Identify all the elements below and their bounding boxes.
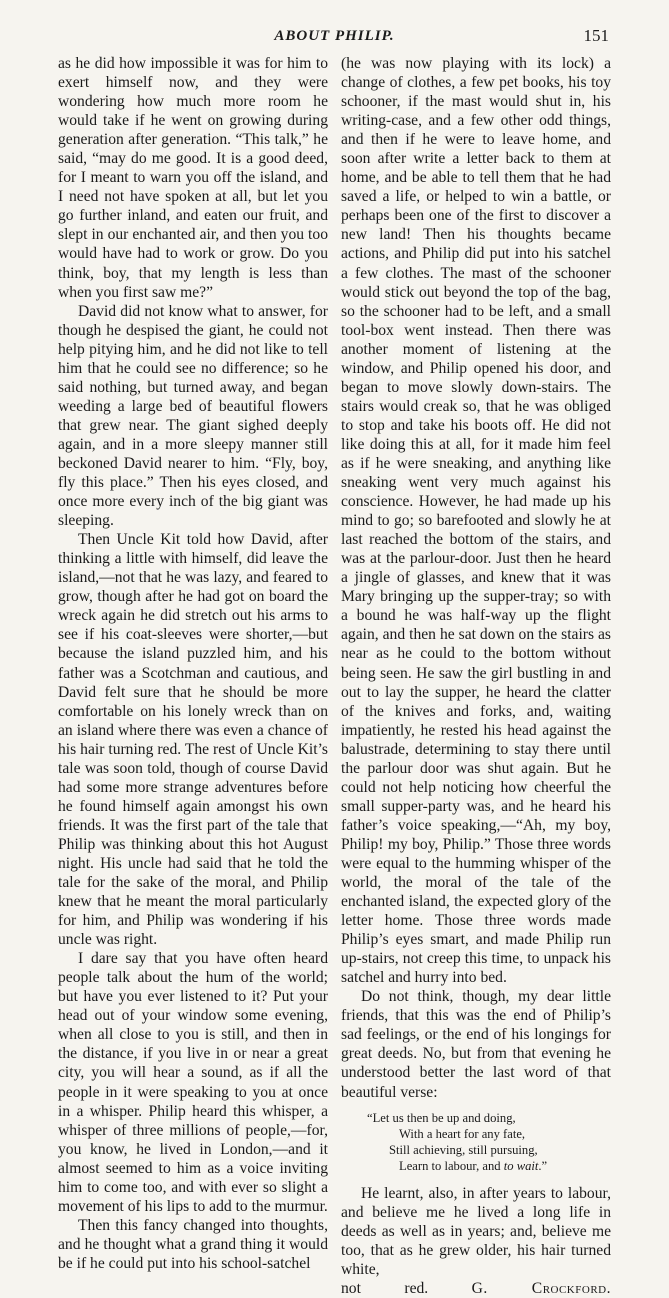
poem-line: “Let us then be up and doing,: [367, 1110, 516, 1125]
paragraph: as he did how impossible it was for him to exert himself now, and they were wondering how much more room he would take if he went on growing during generation after generation. “This talk,” he said, “may do me good. It is a good deed, for I meant to warn you off the island, and I need not have spoken at all, but let you go further inland, and eaten our fruit, and slept in our enchanted air, and then you too would have had to work or grow. Do you think, boy, that my length is less than when you first saw me?”: [58, 55, 328, 301]
closing-line: [341, 1279, 611, 1298]
paragraph: Then Uncle Kit told how David, after thinking a little with himself, did leave the island,—not that he was lazy, and feared to grow, though after he had got on board the wreck again he did stretch out his arms to see if his coat-sleeves were shorter,—but because the island puzzled him, and his father was a Scotchman and cautious, and David felt sure that he should be more comfortable on his lonely wreck than on an island where there was even a chance of his hair turning red. The rest of Uncle Kit’s tale was soon told, though of course David had some more strange adventures before he found himself again amongst his own friends. It was the first part of the tale that Philip was thinking about this hot August night. His uncle had said that he told the tale for the sake of the moral, and Philip knew that he meant the moral particularly for him, and Philip was wondering if his uncle was right.: [58, 531, 328, 949]
closing-text: not red.: [341, 1279, 429, 1297]
author-signature: G. Crockford.: [471, 1279, 611, 1297]
poem-emphasis: to wait: [503, 1158, 539, 1173]
paragraph: I dare say that you have often heard people talk about the hum of the world; but have you ever listened to it? Put your head out of your window some evening, when all close to you is still, and then in the distance, if you live in or near a great city, you will hear a sound, as if all the people in it were speaking to you at once in a whisper. Philip heard this whisper, a whisper of three millions of people,—for, you know, he lived in London,—and it almost seemed to him as a voice inviting him to come too, and with ever so slight a movement of his lips to add to the murmur.: [58, 950, 328, 1215]
poem-line-end: .”: [538, 1158, 548, 1173]
paragraph: Do not think, though, my dear little friends, that this was the end of Philip’s sad feelings, or the end of his longings for great deeds. No, but from that evening he understood better the last word of that beautiful verse:: [341, 988, 611, 1101]
left-column: [58, 54, 328, 1273]
right-column: [341, 54, 611, 1298]
poem-line: [341, 1158, 611, 1174]
paragraph: He learnt, also, in after years to labour, and believe me he lived a long life in deeds as well as in years; and, believe me too, that as he grew older, his hair turned white,: [341, 1184, 611, 1278]
poem-line-text: Learn to labour, and: [399, 1158, 504, 1173]
poem-line: Still achieving, still pursuing,: [389, 1142, 538, 1157]
running-head: [0, 24, 669, 46]
paragraph: Then this fancy changed into thoughts, and he thought what a grand thing it would be if he could put into his school-satchel: [58, 1216, 328, 1272]
paragraph: (he was now playing with its lock) a change of clothes, a few pet books, his toy schooner, if the mast would shut in, his writing-case, and a few other odd things, and then if he were to leave home, and soon after write a letter back to them at home, and be able to tell them that he had saved a life, or helped to win a battle, or perhaps been one of the first to discover a new land! Then his thoughts became actions, and Philip did put into his satchel a few clothes. The mast of the schooner would stick out beyond the top of the bag, so the schooner had to be left, and a small tool-box went instead. Then there was another moment of listening at the window, and Philip opened his door, and began to move slowly down-stairs. The stairs would creak so, that he was obliged to stop and take his boots off. He did not like doing this at all, for it made him feel as if he were sneaking, and anything like sneaking went very much against his conscience. However, he had made up his mind to go; so barefooted and slowly he at last reached the bottom of the stairs, and was at the parlour-door. Just then he heard a jingle of glasses, and knew that it was Mary bringing up the supper-tray; so with a bound he was half-way up the flight again, and then he sat down on the stairs as near as he could to the bottom without being seen. He saw the girl bustling in and out to lay the supper, he heard the clatter of the knives and forks, and, waiting impatiently, he rested his head against the balustrade, determining to stay there until the parlour door was shut again. But he could not help noticing how cheerful the small supper-party was, and he heard his father’s voice speaking,—“Ah, my boy, Philip! my boy, Philip.” Those three words were equal to the humming whisper of the world, the moral of the tale of the enchanted island, the expected glory of the letter home. Those three words made Philip’s eyes smart, and made Philip run up-stairs, not creep this time, to unpack his satchel and hurry into bed.: [341, 55, 611, 987]
running-title: ABOUT PHILIP.: [274, 28, 395, 44]
paragraph: David did not know what to answer, for though he despised the giant, he could not help pitying him, and he did not like to tell him that he could see no difference; so he said nothing, but turned away, and began weeding a large bed of beautiful flowers that grew near. The giant sighed deeply again, and in a more sleepy manner still beckoned David nearer to him. “Fly, boy, fly this place.” Then his eyes closed, and once more every inch of the big giant was sleeping.: [58, 302, 328, 530]
page-number: 151: [583, 26, 609, 45]
poem-line: With a heart for any fate,: [399, 1126, 526, 1141]
poem-quote: [341, 1110, 611, 1174]
